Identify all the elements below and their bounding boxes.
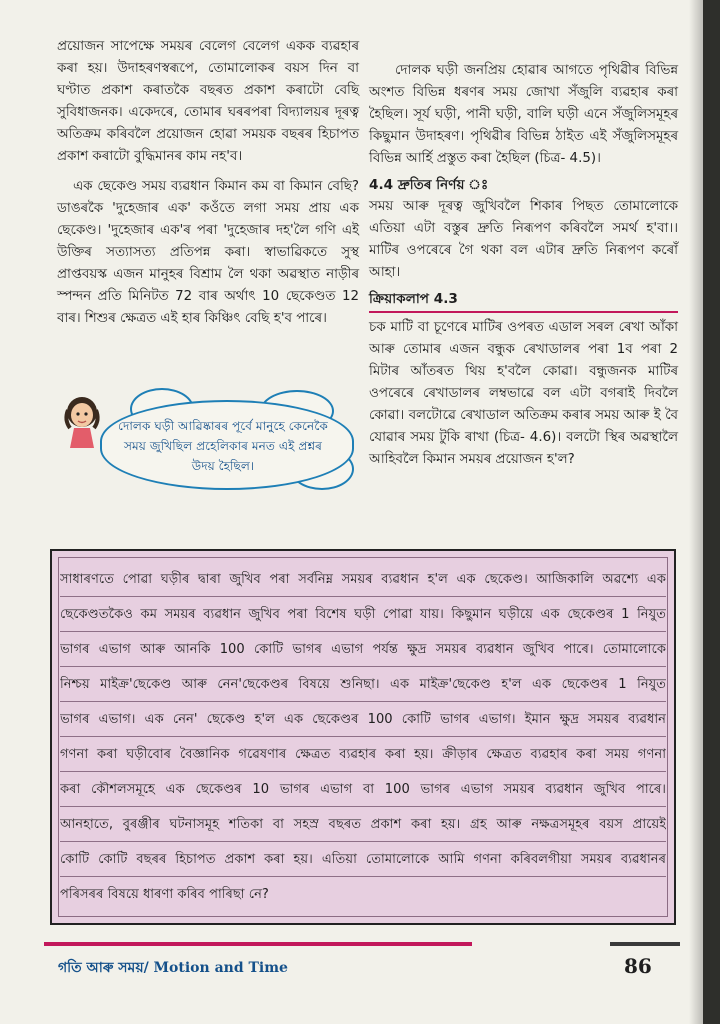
section-heading: 4.4 দ্ৰুতিৰ নিৰ্ণয় ঃ — [369, 177, 489, 193]
left-paragraph-1: প্ৰয়োজন সাপেক্ষে সময়ৰ বেলেগ বেলেগ একক ব্যৱহাৰ কৰা হয়। উদাহৰণস্বৰূপে, তোমালোকৰ বয়স দিন বা ঘণ্টাত প্ৰকাশ কৰাতকৈ বছৰত প্ৰকাশ কৰাটো বেছি সুবিধাজনক। একেদৰে, তোমাৰ ঘৰৰপৰা বিদ্যালয়ৰ দূৰত্ব অতিক্ৰম কৰিবলৈ প্ৰয়োজন হোৱা সময়ক বছৰৰ হিচাপত প্ৰকাশ কৰাটো বুদ্ধিমানৰ কাম নহ'ব। — [57, 39, 359, 164]
chapter-title: গতি আৰু সময়/ Motion and Time — [58, 960, 288, 976]
callout-text: দোলক ঘড়ী আৱিষ্কাৰৰ পূৰ্বে মানুহে কেনেকৈ সময় জুখিছিল প্ৰহেলিকাৰ মনত এই প্ৰশ্নৰ উদয় হৈছিল। — [118, 419, 328, 473]
note-line: ভাগৰ এভাগ। এক নেন' ছেকেণ্ড হ'ল এক ছেকেণ্ডৰ 100 কোটি ভাগৰ এভাগ। ইমান ক্ষুদ্ৰ সময়ৰ ব্যৱধান — [60, 705, 666, 737]
activity-heading: ক্ৰিয়াকলাপ 4.3 — [369, 291, 458, 307]
footer-rule — [610, 942, 680, 946]
left-column — [57, 36, 359, 330]
note-line: কৰা কৌশলসমূহে এক ছেকেণ্ডৰ 10 ভাগৰ এভাগ বা 100 ভাগৰ এভাগ সময়ৰ ব্যৱধান জুখিব পাৰে। — [60, 775, 666, 807]
right-column — [369, 60, 678, 471]
right-paragraph-1: দোলক ঘড়ী জনপ্ৰিয় হোৱাৰ আগতে পৃথিৱীৰ বিভিন্ন অংশত বিভিন্ন ধৰণৰ সময় জোখা সঁজুলি ব্যৱহাৰ কৰা হৈছিল। সূৰ্য ঘড়ী, পানী ঘড়ী, বালি ঘড়ী এনে সঁজুলিসমূহৰ কিছুমান উদাহৰণ। পৃথিৱীৰ বিভিন্ন ঠাইত এই সঁজুলিসমূহৰ বিভিন্ন আৰ্হি প্ৰস্তুত কৰা হৈছিল (চিত্ৰ- 4.5)। — [369, 63, 678, 166]
note-line: কোটি কোটি বছৰৰ হিচাপত প্ৰকাশ কৰা হয়। এতিয়া তোমালোকে আমি গণনা কৰিবলগীয়া সময়ৰ ব্যৱধানৰ — [60, 845, 666, 877]
page-footer — [44, 942, 680, 982]
thought-callout — [60, 388, 360, 496]
left-paragraph-2: এক ছেকেণ্ড সময় ব্যৱধান কিমান কম বা কিমান বেছি? ডাঙৰকৈ 'দুহেজাৰ এক' কওঁতে লগা সময় প্ৰায় এক ছেকেণ্ড। 'দুহেজাৰ এক'ৰ পৰা 'দুহেজাৰ দহ'লৈ গণি এই উক্তিৰ সত্যাসত্য প্ৰতিপন্ন কৰা। স্বাভাৱিকতে সুস্থ প্ৰাপ্তবয়স্ক এজন মানুহৰ বিশ্ৰাম লৈ থকা অৱস্থাত নাড়ীৰ স্পন্দন প্ৰতি মিনিটত 72 বাৰ অৰ্থাৎ 10 ছেকেণ্ডত 12 বাৰ। শিশুৰ ক্ষেত্ৰত এই হাৰ কিঞ্চিৎ বেছি হ'ব পাৰে। — [57, 179, 359, 326]
note-line: গণনা কৰা ঘড়ীবোৰ বৈজ্ঞানিক গৱেষণাৰ ক্ষেত্ৰত ব্যৱহাৰ কৰা হয়। ক্ৰীড়াৰ ক্ষেত্ৰত ব্যৱহাৰ কৰা সময় গণনা — [60, 740, 666, 772]
activity-divider — [369, 311, 678, 313]
note-line: পৰিসৰৰ বিষয়ে ধাৰণা কৰিব পাৰিছা নে? — [60, 887, 269, 902]
page-number: 86 — [624, 954, 652, 978]
note-line: ছেকেণ্ডতকৈও কম সময়ৰ ব্যৱধান জুখিব পৰা বিশেষ ঘড়ী পোৱা যায়। কিছুমান ঘড়ীয়ে এক ছেকেণ্ডৰ 1 নিযুত — [60, 600, 666, 632]
right-paragraph-3: চক মাটি বা চূণেৰে মাটিৰ ওপৰত এডাল সৰল ৰেখা আঁকা আৰু তোমাৰ এজন বন্ধুক ৰেখাডালৰ পৰা 1ব পৰা 2 মিটাৰ আঁতৰত থিয় হ'বলৈ কোৱা। বন্ধুজনক মাটিৰ ওপৰেৰে ৰেখাডালৰ লম্বভাৱে বল এটা বগৰাই দিবলৈ কোৱা। বলটোৱে ৰেখাডাল অতিক্ৰম কৰাৰ সময় আৰু ই বৈ যোৱাৰ সময় টুকি ৰাখা (চিত্ৰ- 4.6)। বলটো স্থিৰ অৱস্থালৈ আহিবলৈ কিমান সময়ৰ প্ৰয়োজন হ'ল? — [369, 320, 678, 467]
note-line: সাধাৰণতে পোৱা ঘড়ীৰ দ্বাৰা জুখিব পৰা সৰ্বনিম্ন সময়ৰ ব্যৱধান হ'ল এক ছেকেণ্ড। আজিকালি অৱশ্যে এক — [60, 565, 666, 597]
note-box — [50, 549, 676, 925]
note-line: নিশ্চয় মাইক্ৰ'ছেকেণ্ড আৰু নেন'ছেকেণ্ডৰ বিষয়ে শুনিছা। এক মাইক্ৰ'ছেকেণ্ড হ'ল এক ছেকেণ্ডৰ 1 নিযুত — [60, 670, 666, 702]
girl-thinking-icon — [60, 390, 104, 450]
note-line: আনহাতে, বুৰঞ্জীৰ ঘটনাসমূহ শতিকা বা সহস্ৰ বছৰত প্ৰকাশ কৰা হয়। গ্ৰহ আৰু নক্ষত্ৰসমূহৰ বয়স প্ৰায়েই — [60, 810, 666, 842]
note-line: ভাগৰ এভাগ আৰু আনকি 100 কোটি ভাগৰ এভাগ পৰ্যন্ত ক্ষুদ্ৰ সময়ৰ ব্যৱধান জুখিব পাৰে। তোমালোকে — [60, 635, 666, 667]
footer-rule — [44, 942, 472, 946]
right-paragraph-2: সময় আৰু দূৰত্ব জুখিবলৈ শিকাৰ পিছত তোমালোকে এতিয়া এটা বস্তুৰ দ্ৰুতি নিৰূপণ কৰিবলৈ সমৰ্থ হ'বা।। মাটিৰ ওপৰেৰে গৈ থকা বল এটাৰ দ্ৰুতি নিৰূপণ কৰোঁ আহা। — [369, 199, 678, 280]
